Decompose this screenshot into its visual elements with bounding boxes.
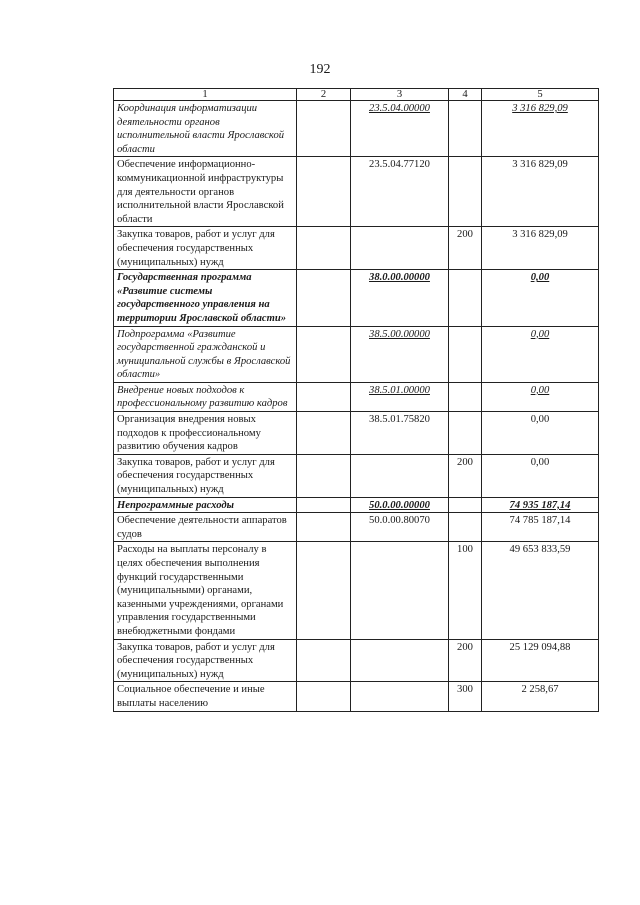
row-col2-cell — [297, 157, 351, 227]
row-kind-cell: 100 — [449, 542, 482, 639]
table-row — [114, 682, 599, 711]
table-row — [114, 382, 599, 411]
row-col2-cell — [297, 682, 351, 711]
row-kind-cell — [449, 101, 482, 157]
row-col2-cell — [297, 454, 351, 497]
row-code-cell: 23.5.04.77120 — [351, 157, 449, 227]
row-amount-cell: 3 316 829,09 — [482, 157, 599, 227]
row-kind-cell — [449, 497, 482, 513]
row-name-cell: Государственная программа «Развитие системы государственного управления на территории Ярославской области» — [114, 270, 297, 326]
row-amount-cell: 74 785 187,14 — [482, 513, 599, 542]
row-kind-cell — [449, 412, 482, 455]
row-col2-cell — [297, 227, 351, 270]
table-row — [114, 639, 599, 682]
row-name-cell: Социальное обеспечение и иные выплаты населению — [114, 682, 297, 711]
row-amount-cell: 0,00 — [482, 326, 599, 382]
row-kind-cell: 200 — [449, 639, 482, 682]
header-col-2: 2 — [297, 89, 351, 101]
row-amount-cell: 74 935 187,14 — [482, 497, 599, 513]
header-col-5: 5 — [482, 89, 599, 101]
row-name-cell: Обеспечение информационно-коммуникационной инфраструктуры для деятельности органов исполнительной власти Ярославской области — [114, 157, 297, 227]
row-col2-cell — [297, 270, 351, 326]
row-code-cell — [351, 542, 449, 639]
row-kind-cell — [449, 326, 482, 382]
table-row — [114, 157, 599, 227]
row-code-cell: 23.5.04.00000 — [351, 101, 449, 157]
table-row — [114, 412, 599, 455]
row-name-cell: Расходы на выплаты персоналу в целях обеспечения выполнения функций государственными (муниципальными) органами, казенными учреждениями, органами управления государственными внебюджетными фондами — [114, 542, 297, 639]
row-amount-cell: 3 316 829,09 — [482, 101, 599, 157]
row-name-cell: Организация внедрения новых подходов к профессиональному развитию обучения кадров — [114, 412, 297, 455]
page-number: 192 — [309, 62, 331, 77]
table-row — [114, 497, 599, 513]
row-amount-cell: 2 258,67 — [482, 682, 599, 711]
row-col2-cell — [297, 382, 351, 411]
row-amount-cell: 0,00 — [482, 454, 599, 497]
row-code-cell: 38.5.01.75820 — [351, 412, 449, 455]
row-col2-cell — [297, 497, 351, 513]
row-name-cell: Закупка товаров, работ и услуг для обеспечения государственных (муниципальных) нужд — [114, 454, 297, 497]
row-name-cell: Закупка товаров, работ и услуг для обеспечения государственных (муниципальных) нужд — [114, 639, 297, 682]
table-header-row — [114, 89, 599, 101]
row-col2-cell — [297, 101, 351, 157]
budget-table — [113, 88, 599, 712]
row-amount-cell: 0,00 — [482, 382, 599, 411]
row-amount-cell: 0,00 — [482, 412, 599, 455]
row-kind-cell — [449, 157, 482, 227]
row-code-cell: 50.0.00.80070 — [351, 513, 449, 542]
table-row — [114, 101, 599, 157]
row-code-cell: 38.0.00.00000 — [351, 270, 449, 326]
row-code-cell: 50.0.00.00000 — [351, 497, 449, 513]
row-col2-cell — [297, 412, 351, 455]
row-code-cell — [351, 639, 449, 682]
header-col-3: 3 — [351, 89, 449, 101]
row-name-cell: Внедрение новых подходов к профессиональному развитию кадров — [114, 382, 297, 411]
row-amount-cell: 49 653 833,59 — [482, 542, 599, 639]
row-col2-cell — [297, 513, 351, 542]
row-kind-cell — [449, 270, 482, 326]
table-row — [114, 513, 599, 542]
row-kind-cell: 200 — [449, 227, 482, 270]
row-code-cell — [351, 682, 449, 711]
row-code-cell: 38.5.01.00000 — [351, 382, 449, 411]
row-code-cell: 38.5.00.00000 — [351, 326, 449, 382]
row-kind-cell — [449, 382, 482, 411]
row-name-cell: Закупка товаров, работ и услуг для обеспечения государственных (муниципальных) нужд — [114, 227, 297, 270]
table-body — [114, 101, 599, 712]
row-col2-cell — [297, 639, 351, 682]
row-name-cell: Подпрограмма «Развитие государственной гражданской и муниципальной службы в Ярославской области» — [114, 326, 297, 382]
row-code-cell — [351, 454, 449, 497]
row-name-cell: Непрограммные расходы — [114, 497, 297, 513]
table-row — [114, 542, 599, 639]
row-name-cell: Обеспечение деятельности аппаратов судов — [114, 513, 297, 542]
table-row — [114, 227, 599, 270]
table-row — [114, 454, 599, 497]
row-col2-cell — [297, 542, 351, 639]
row-amount-cell: 25 129 094,88 — [482, 639, 599, 682]
row-kind-cell: 200 — [449, 454, 482, 497]
row-kind-cell — [449, 513, 482, 542]
row-amount-cell: 3 316 829,09 — [482, 227, 599, 270]
table-row — [114, 270, 599, 326]
row-kind-cell: 300 — [449, 682, 482, 711]
table-row — [114, 326, 599, 382]
header-col-1: 1 — [114, 89, 297, 101]
row-name-cell: Координация информатизации деятельности органов исполнительной власти Ярославской области — [114, 101, 297, 157]
header-col-4: 4 — [449, 89, 482, 101]
row-code-cell — [351, 227, 449, 270]
row-amount-cell: 0,00 — [482, 270, 599, 326]
row-col2-cell — [297, 326, 351, 382]
